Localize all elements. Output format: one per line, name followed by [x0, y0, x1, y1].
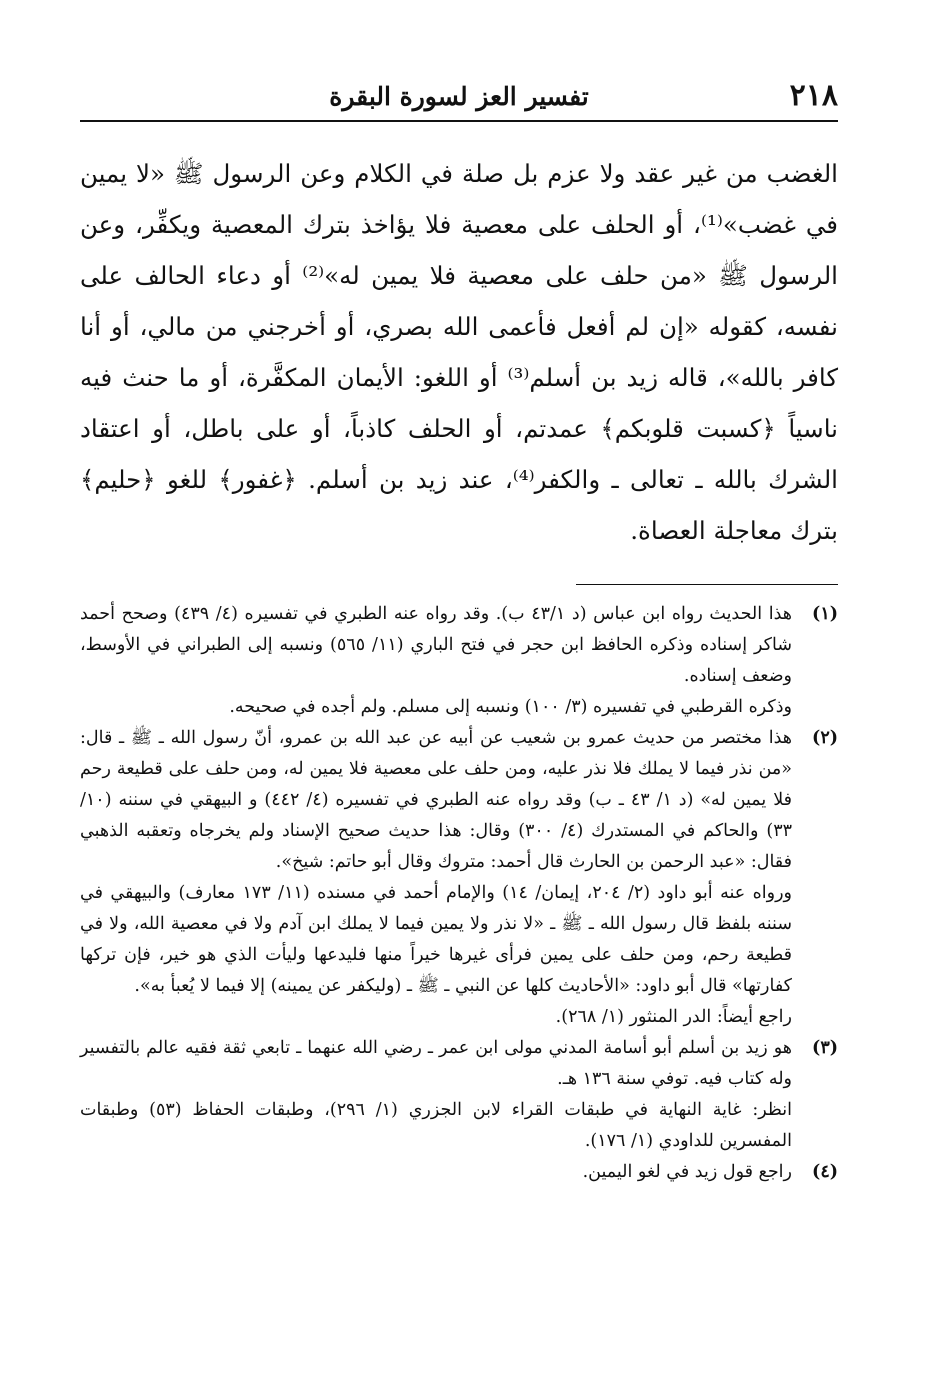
- main-paragraph: الغضب من غير عقد ولا عزم بل صلة في الكلام وعن الرسول ﷺ «لا يمين في غضب»⁽¹⁾، أو الحلف على معصية فلا يؤاخذ بترك المعصية ويكفِّر، وعن الرسول ﷺ «من حلف على معصية فلا يمين له»⁽²⁾ أو دعاء الحالف على نفسه، كقوله «إن لم أفعل فأعمى الله بصري، أو أخرجني من مالي، أو أنا كافر بالله»، قاله زيد بن أسلم⁽³⁾ أو اللغو: الأيمان المكفَّرة، أو ما حنث فيه ناسياً ﴿كسبت قلوبكم﴾ عمدتم، أو الحلف كاذباً، أو على باطل، أو اعتقاد الشرك بالله ـ تعالى ـ والكفر⁽⁴⁾، عند زيد بن أسلم. ﴿غفور﴾ للغو ﴿حليم﴾ بترك معاجلة العصاة.: [80, 159, 838, 545]
- footnote-number: (١): [812, 604, 838, 624]
- running-title: تفسير العز لسورة البقرة: [329, 82, 589, 111]
- footnotes: [80, 599, 838, 1188]
- footnote-3: [80, 1033, 838, 1157]
- footnote-divider: [576, 584, 838, 585]
- footnote-paragraph: وذكره القرطبي في تفسيره (٣/ ١٠٠) ونسبه إلى مسلم. ولم أجده في صحيحه.: [229, 697, 792, 717]
- footnote-body: [80, 1033, 792, 1157]
- footnote-number: (٤): [812, 1162, 838, 1182]
- book-page: [80, 78, 838, 1188]
- footnote-paragraph: هو زيد بن أسلم أبو أسامة المدني مولى ابن عمر ـ رضي الله عنهما ـ تابعي ثقة فقيه عالم بالتفسير وله كتاب فيه. توفي سنة ١٣٦ هـ.: [80, 1038, 792, 1089]
- footnote-paragraph: هذا الحديث رواه ابن عباس (د ٤٣/١ ب). وقد رواه عنه الطبري في تفسيره (٤/ ٤٣٩) وصحح أحمد شاكر إسناده وذكره الحافظ ابن حجر في فتح الباري (١١/ ٥٦٥) ونسبه إلى الطبراني في الأوسط، وضعف إسناده.: [80, 604, 792, 686]
- footnote-paragraph: راجع أيضاً: الدر المنثور (١/ ٢٦٨).: [555, 1007, 792, 1027]
- footnote-4: [80, 1157, 838, 1188]
- footnote-2: [80, 723, 838, 1033]
- footnote-body: [80, 723, 792, 1033]
- footnote-paragraph: ورواه عنه أبو داود (٢/ ٢٠٤، إيمان/ ١٤) والإمام أحمد في مسنده (١١/ ١٧٣ معارف) والبيهقي في سننه بلفظ قال رسول الله ـ ﷺ ـ «لا نذر ولا يمين فيما لا يملك ابن آدم ولا في معصية الله، ولا في قطيعة رحم، ومن حلف على يمين فرأى غيرها خيراً منها فليدعها وليأت الذي هو خير، فإن تركها كفارتها» قال أبو داود: «الأحاديث كلها عن النبي ـ ﷺ ـ (وليكفر عن يمينه) إلا فيما لا يُعبأ به».: [80, 883, 792, 996]
- main-text: [80, 148, 838, 556]
- footnote-paragraph: راجع قول زيد في لغو اليمين.: [582, 1162, 792, 1182]
- footnote-number: (٣): [812, 1038, 838, 1058]
- footnote-number: (٢): [812, 728, 838, 748]
- footnote-paragraph: هذا مختصر من حديث عمرو بن شعيب عن أبيه عن عبد الله بن عمرو، أنّ رسول الله ـ ﷺ ـ قال: «من نذر فيما لا يملك فلا نذر عليه، ومن حلف على معصية فلا يمين له، ومن حلف على قطيعة رحم فلا يمين له» (د ١/ ٤٣ ـ ب) وقد رواه عنه الطبري في تفسيره (٤/ ٤٤٢) و البيهقي في سننه (١٠/ ٣٣) والحاكم في المستدرك (٤/ ٣٠٠) وقال: هذا حديث صحيح الإسناد ولم يخرجاه وتعقبه الذهبي فقال: «عبد الرحمن بن الحارث قال أحمد: متروك وقال أبو حاتم: شيخ».: [80, 728, 793, 872]
- footnote-paragraph: انظر: غاية النهاية في طبقات القراء لابن الجزري (١/ ٢٩٦)، وطبقات الحفاظ (٥٣) وطبقات المفسرين للداودي (١/ ١٧٦).: [80, 1100, 792, 1151]
- footnote-body: [80, 1157, 792, 1188]
- page-header: [80, 78, 838, 122]
- footnote-body: [80, 599, 792, 723]
- page-number: ٢١٨: [789, 78, 838, 113]
- footnote-1: [80, 599, 838, 723]
